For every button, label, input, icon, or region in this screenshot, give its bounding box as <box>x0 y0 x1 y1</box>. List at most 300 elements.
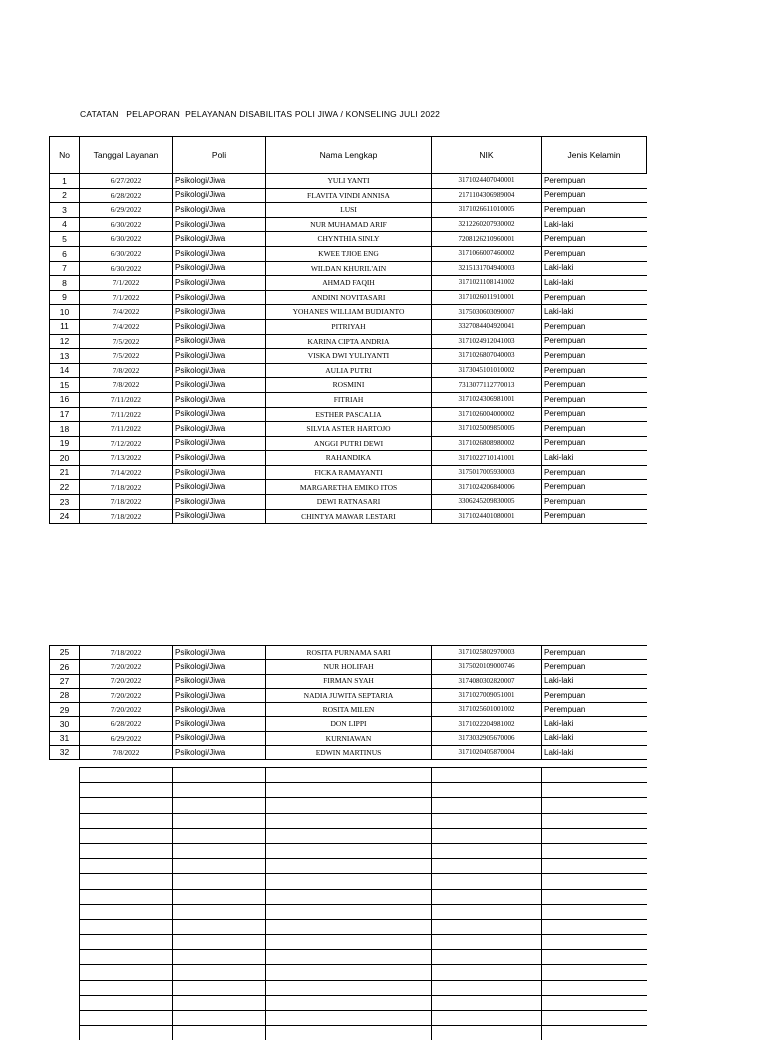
header-poli: Poli <box>173 137 266 174</box>
table-row <box>50 305 647 320</box>
cell-jenis-kelamin: Perempuan <box>542 703 647 717</box>
cell-poli: Psikologi/Jiwa <box>173 660 266 674</box>
cell-tanggal: 7/11/2022 <box>80 407 173 422</box>
table-row <box>50 717 647 731</box>
cell-poli: Psikologi/Jiwa <box>173 465 266 480</box>
cell-nik: 3212260207930002 <box>432 217 542 232</box>
empty-cell <box>542 919 647 934</box>
table-row <box>50 688 647 702</box>
empty-cell <box>266 813 432 828</box>
empty-cell <box>266 980 432 995</box>
cell-no: 7 <box>50 261 80 276</box>
cell-jenis-kelamin: Perempuan <box>542 480 647 495</box>
cell-poli: Psikologi/Jiwa <box>173 290 266 305</box>
cell-tanggal: 7/8/2022 <box>80 378 173 393</box>
table-row <box>50 674 647 688</box>
cell-tanggal: 7/1/2022 <box>80 290 173 305</box>
cell-no: 14 <box>50 363 80 378</box>
empty-cell <box>432 995 542 1010</box>
cell-tanggal: 7/20/2022 <box>80 674 173 688</box>
empty-row <box>80 783 647 798</box>
cell-nama: AHMAD FAQIH <box>266 276 432 291</box>
empty-cell <box>173 980 266 995</box>
table-row <box>50 451 647 466</box>
empty-cell <box>80 813 173 828</box>
empty-cell <box>542 843 647 858</box>
cell-jenis-kelamin: Perempuan <box>542 188 647 203</box>
cell-no: 31 <box>50 731 80 745</box>
empty-cell <box>266 859 432 874</box>
cell-no: 1 <box>50 174 80 189</box>
table-row <box>50 422 647 437</box>
empty-row <box>80 980 647 995</box>
cell-no: 2 <box>50 188 80 203</box>
cell-nik: 3171024306981001 <box>432 392 542 407</box>
table-row <box>50 174 647 189</box>
empty-cell <box>266 1011 432 1026</box>
cell-no: 25 <box>50 646 80 660</box>
empty-rows-grid <box>79 767 647 1040</box>
cell-nama: AULIA PUTRI <box>266 363 432 378</box>
cell-nama: FITRIAH <box>266 392 432 407</box>
cell-no: 32 <box>50 746 80 760</box>
table-row <box>50 480 647 495</box>
cell-poli: Psikologi/Jiwa <box>173 407 266 422</box>
empty-cell <box>80 904 173 919</box>
empty-cell <box>432 798 542 813</box>
empty-cell <box>80 995 173 1010</box>
cell-tanggal: 7/20/2022 <box>80 660 173 674</box>
cell-poli: Psikologi/Jiwa <box>173 246 266 261</box>
empty-cell <box>432 874 542 889</box>
empty-cell <box>542 874 647 889</box>
empty-cell <box>173 798 266 813</box>
empty-cell <box>266 950 432 965</box>
cell-nik: 3171021108141002 <box>432 276 542 291</box>
empty-cell <box>542 1011 647 1026</box>
cell-nama: FICKA RAMAYANTI <box>266 465 432 480</box>
empty-cell <box>542 935 647 950</box>
cell-poli: Psikologi/Jiwa <box>173 746 266 760</box>
cell-nik: 3171026011910001 <box>432 290 542 305</box>
cell-nik: 3175020109000746 <box>432 660 542 674</box>
empty-cell <box>80 919 173 934</box>
empty-row <box>80 965 647 980</box>
empty-cell <box>266 919 432 934</box>
empty-cell <box>80 950 173 965</box>
cell-nama: ROSITA MILEN <box>266 703 432 717</box>
empty-cell <box>432 965 542 980</box>
cell-no: 23 <box>50 495 80 510</box>
empty-row <box>80 1011 647 1026</box>
cell-tanggal: 7/5/2022 <box>80 349 173 364</box>
empty-cell <box>266 783 432 798</box>
empty-cell <box>173 874 266 889</box>
empty-row <box>80 828 647 843</box>
cell-jenis-kelamin: Perempuan <box>542 290 647 305</box>
cell-tanggal: 7/12/2022 <box>80 436 173 451</box>
empty-cell <box>80 768 173 783</box>
cell-tanggal: 6/29/2022 <box>80 731 173 745</box>
cell-no: 4 <box>50 217 80 232</box>
cell-no: 27 <box>50 674 80 688</box>
table-body-page-1 <box>50 174 647 524</box>
cell-jenis-kelamin: Laki-laki <box>542 674 647 688</box>
header-tanggal-layanan: Tanggal Layanan <box>80 137 173 174</box>
empty-cell <box>432 889 542 904</box>
cell-poli: Psikologi/Jiwa <box>173 509 266 524</box>
cell-poli: Psikologi/Jiwa <box>173 363 266 378</box>
empty-cell <box>80 798 173 813</box>
cell-tanggal: 7/11/2022 <box>80 422 173 437</box>
cell-nama: ESTHER PASCALIA <box>266 407 432 422</box>
cell-tanggal: 7/8/2022 <box>80 746 173 760</box>
table-row <box>50 363 647 378</box>
cell-no: 6 <box>50 246 80 261</box>
cell-jenis-kelamin: Laki-laki <box>542 261 647 276</box>
empty-cell <box>432 843 542 858</box>
empty-cell <box>542 813 647 828</box>
cell-tanggal: 7/1/2022 <box>80 276 173 291</box>
cell-poli: Psikologi/Jiwa <box>173 305 266 320</box>
cell-nik: 3171024206840006 <box>432 480 542 495</box>
cell-no: 8 <box>50 276 80 291</box>
cell-jenis-kelamin: Perempuan <box>542 319 647 334</box>
cell-nama: ANDINI NOVITASARI <box>266 290 432 305</box>
cell-jenis-kelamin: Perempuan <box>542 660 647 674</box>
cell-nik: 3171022710141001 <box>432 451 542 466</box>
empty-cell <box>542 798 647 813</box>
cell-jenis-kelamin: Perempuan <box>542 422 647 437</box>
empty-cell <box>173 919 266 934</box>
cell-jenis-kelamin: Perempuan <box>542 174 647 189</box>
cell-poli: Psikologi/Jiwa <box>173 261 266 276</box>
empty-cell <box>542 783 647 798</box>
cell-poli: Psikologi/Jiwa <box>173 174 266 189</box>
empty-cell <box>542 1026 647 1040</box>
empty-cell <box>266 995 432 1010</box>
cell-no: 21 <box>50 465 80 480</box>
cell-tanggal: 7/4/2022 <box>80 305 173 320</box>
cell-nama: KARINA CIPTA ANDRIA <box>266 334 432 349</box>
cell-nik: 3171066007460002 <box>432 246 542 261</box>
cell-tanggal: 7/20/2022 <box>80 703 173 717</box>
cell-no: 29 <box>50 703 80 717</box>
cell-tanggal: 6/28/2022 <box>80 717 173 731</box>
cell-no: 19 <box>50 436 80 451</box>
table-row <box>50 232 647 247</box>
empty-cell <box>432 828 542 843</box>
empty-cell <box>432 768 542 783</box>
cell-tanggal: 6/30/2022 <box>80 232 173 247</box>
cell-nama: ANGGI PUTRI DEWI <box>266 436 432 451</box>
cell-tanggal: 7/8/2022 <box>80 363 173 378</box>
empty-cell <box>542 859 647 874</box>
cell-nama: KWEE TJIOE ENG <box>266 246 432 261</box>
cell-nik: 3171027009051001 <box>432 688 542 702</box>
table-row <box>50 392 647 407</box>
empty-cell <box>173 950 266 965</box>
cell-jenis-kelamin: Laki-laki <box>542 217 647 232</box>
empty-cell <box>80 980 173 995</box>
cell-nama: FIRMAN SYAH <box>266 674 432 688</box>
empty-cell <box>266 798 432 813</box>
header-nik: NIK <box>432 137 542 174</box>
empty-cell <box>173 783 266 798</box>
empty-row <box>80 935 647 950</box>
cell-no: 28 <box>50 688 80 702</box>
table-row <box>50 276 647 291</box>
empty-cell <box>266 1026 432 1040</box>
cell-jenis-kelamin: Perempuan <box>542 232 647 247</box>
cell-no: 10 <box>50 305 80 320</box>
cell-jenis-kelamin: Perempuan <box>542 334 647 349</box>
empty-cell <box>266 904 432 919</box>
cell-jenis-kelamin: Laki-laki <box>542 746 647 760</box>
empty-cell <box>173 813 266 828</box>
table-row <box>50 703 647 717</box>
empty-row <box>80 919 647 934</box>
cell-nik: 3171026611010005 <box>432 203 542 218</box>
cell-no: 18 <box>50 422 80 437</box>
empty-row <box>80 950 647 965</box>
cell-jenis-kelamin: Perempuan <box>542 378 647 393</box>
empty-cell <box>266 843 432 858</box>
cell-no: 15 <box>50 378 80 393</box>
empty-cell <box>173 859 266 874</box>
cell-nik: 3327084404920041 <box>432 319 542 334</box>
empty-cell <box>432 919 542 934</box>
cell-nik: 3171026808980002 <box>432 436 542 451</box>
cell-nama: YOHANES WILLIAM BUDIANTO <box>266 305 432 320</box>
table-header-row <box>50 137 647 174</box>
cell-no: 9 <box>50 290 80 305</box>
cell-no: 16 <box>50 392 80 407</box>
cell-poli: Psikologi/Jiwa <box>173 731 266 745</box>
empty-cell <box>80 1011 173 1026</box>
empty-cell <box>173 935 266 950</box>
cell-nama: DEWI RATNASARI <box>266 495 432 510</box>
empty-cell <box>80 874 173 889</box>
cell-poli: Psikologi/Jiwa <box>173 232 266 247</box>
cell-tanggal: 7/4/2022 <box>80 319 173 334</box>
empty-cell <box>432 904 542 919</box>
cell-jenis-kelamin: Perempuan <box>542 246 647 261</box>
empty-cell <box>432 980 542 995</box>
cell-poli: Psikologi/Jiwa <box>173 646 266 660</box>
table-row <box>50 349 647 364</box>
empty-cell <box>80 935 173 950</box>
cell-jenis-kelamin: Laki-laki <box>542 451 647 466</box>
empty-row <box>80 904 647 919</box>
cell-jenis-kelamin: Perempuan <box>542 392 647 407</box>
cell-tanggal: 7/18/2022 <box>80 495 173 510</box>
empty-cell <box>542 995 647 1010</box>
table-row <box>50 746 647 760</box>
cell-tanggal: 7/14/2022 <box>80 465 173 480</box>
empty-row <box>80 843 647 858</box>
cell-nik: 3171025009850005 <box>432 422 542 437</box>
cell-nama: KURNIAWAN <box>266 731 432 745</box>
table-row <box>50 261 647 276</box>
table-row <box>50 217 647 232</box>
cell-nama: LUSI <box>266 203 432 218</box>
cell-tanggal: 6/30/2022 <box>80 261 173 276</box>
empty-cell <box>173 904 266 919</box>
header-jenis-kelamin: Jenis Kelamin <box>542 137 647 174</box>
cell-no: 5 <box>50 232 80 247</box>
cell-nik: 3215131704940003 <box>432 261 542 276</box>
table-row <box>50 378 647 393</box>
empty-cell <box>542 980 647 995</box>
cell-nik: 3306245209830005 <box>432 495 542 510</box>
report-table-page-1 <box>49 136 647 524</box>
empty-cell <box>432 813 542 828</box>
cell-poli: Psikologi/Jiwa <box>173 276 266 291</box>
empty-cell <box>173 1026 266 1040</box>
empty-cell <box>80 843 173 858</box>
document-title: CATATAN PELAPORAN PELAYANAN DISABILITAS POLI JIWA / KONSELING JULI 2022 <box>80 109 440 119</box>
cell-poli: Psikologi/Jiwa <box>173 188 266 203</box>
empty-cell <box>173 768 266 783</box>
cell-jenis-kelamin: Perempuan <box>542 363 647 378</box>
cell-nama: NUR HOLIFAH <box>266 660 432 674</box>
cell-poli: Psikologi/Jiwa <box>173 378 266 393</box>
cell-tanggal: 7/11/2022 <box>80 392 173 407</box>
cell-jenis-kelamin: Perempuan <box>542 688 647 702</box>
cell-nama: CHINTYA MAWAR LESTARI <box>266 509 432 524</box>
cell-nik: 3171026004000002 <box>432 407 542 422</box>
table-row <box>50 334 647 349</box>
table-body-page-2 <box>50 646 647 760</box>
table-row <box>50 731 647 745</box>
cell-jenis-kelamin: Perempuan <box>542 465 647 480</box>
cell-nama: NUR MUHAMAD ARIF <box>266 217 432 232</box>
cell-nama: CHYNTHIA SINLY <box>266 232 432 247</box>
cell-nik: 3173032905670006 <box>432 731 542 745</box>
cell-nama: WILDAN KHURIL'AIN <box>266 261 432 276</box>
empty-cell <box>80 859 173 874</box>
cell-jenis-kelamin: Perempuan <box>542 509 647 524</box>
cell-jenis-kelamin: Laki-laki <box>542 305 647 320</box>
cell-nama: VISKA DWI YULIYANTI <box>266 349 432 364</box>
header-no: No <box>50 137 80 174</box>
cell-no: 3 <box>50 203 80 218</box>
cell-poli: Psikologi/Jiwa <box>173 436 266 451</box>
empty-cell <box>266 889 432 904</box>
empty-cell <box>173 1011 266 1026</box>
cell-poli: Psikologi/Jiwa <box>173 451 266 466</box>
cell-nama: YULI YANTI <box>266 174 432 189</box>
cell-nik: 3175030603090007 <box>432 305 542 320</box>
empty-row <box>80 874 647 889</box>
empty-cell <box>80 965 173 980</box>
empty-row <box>80 813 647 828</box>
empty-row <box>80 859 647 874</box>
cell-nama: MARGARETHA EMIKO ITOS <box>266 480 432 495</box>
cell-jenis-kelamin: Perempuan <box>542 646 647 660</box>
cell-tanggal: 6/30/2022 <box>80 246 173 261</box>
cell-poli: Psikologi/Jiwa <box>173 203 266 218</box>
empty-cell <box>173 995 266 1010</box>
empty-cell <box>266 965 432 980</box>
cell-nik: 3171020405870004 <box>432 746 542 760</box>
table-row <box>50 509 647 524</box>
empty-cell <box>173 843 266 858</box>
empty-cell <box>432 783 542 798</box>
empty-cell <box>80 783 173 798</box>
cell-nama: DON LIPPI <box>266 717 432 731</box>
empty-cell <box>173 828 266 843</box>
empty-cell <box>542 950 647 965</box>
cell-jenis-kelamin: Perempuan <box>542 407 647 422</box>
table-row <box>50 246 647 261</box>
cell-nik: 3173045101010002 <box>432 363 542 378</box>
empty-cell <box>542 768 647 783</box>
cell-tanggal: 7/20/2022 <box>80 688 173 702</box>
cell-tanggal: 6/27/2022 <box>80 174 173 189</box>
empty-cell <box>80 889 173 904</box>
empty-cell <box>542 904 647 919</box>
cell-nik: 7313077112770013 <box>432 378 542 393</box>
cell-poli: Psikologi/Jiwa <box>173 688 266 702</box>
empty-cell <box>266 935 432 950</box>
cell-no: 30 <box>50 717 80 731</box>
cell-jenis-kelamin: Laki-laki <box>542 717 647 731</box>
cell-poli: Psikologi/Jiwa <box>173 349 266 364</box>
cell-poli: Psikologi/Jiwa <box>173 422 266 437</box>
cell-tanggal: 7/5/2022 <box>80 334 173 349</box>
cell-nama: ROSITA PURNAMA SARI <box>266 646 432 660</box>
empty-cell <box>542 889 647 904</box>
empty-row <box>80 995 647 1010</box>
cell-no: 24 <box>50 509 80 524</box>
cell-poli: Psikologi/Jiwa <box>173 319 266 334</box>
cell-no: 13 <box>50 349 80 364</box>
empty-cell <box>432 1026 542 1040</box>
cell-poli: Psikologi/Jiwa <box>173 495 266 510</box>
cell-nama: ROSMINI <box>266 378 432 393</box>
cell-nama: EDWIN MARTINUS <box>266 746 432 760</box>
cell-tanggal: 7/13/2022 <box>80 451 173 466</box>
empty-cell <box>173 889 266 904</box>
cell-no: 11 <box>50 319 80 334</box>
table-row <box>50 660 647 674</box>
cell-nik: 3175017005930003 <box>432 465 542 480</box>
empty-cell <box>266 828 432 843</box>
table-row <box>50 203 647 218</box>
table-row <box>50 290 647 305</box>
empty-row <box>80 1026 647 1040</box>
table-row <box>50 407 647 422</box>
cell-poli: Psikologi/Jiwa <box>173 392 266 407</box>
empty-cell <box>542 828 647 843</box>
cell-no: 26 <box>50 660 80 674</box>
empty-cell <box>432 859 542 874</box>
cell-no: 20 <box>50 451 80 466</box>
cell-no: 12 <box>50 334 80 349</box>
cell-jenis-kelamin: Laki-laki <box>542 276 647 291</box>
cell-poli: Psikologi/Jiwa <box>173 703 266 717</box>
cell-tanggal: 7/18/2022 <box>80 509 173 524</box>
cell-jenis-kelamin: Perempuan <box>542 349 647 364</box>
cell-nama: NADIA JUWITA SEPTARIA <box>266 688 432 702</box>
cell-nama: FLAVITA VINDI ANNISA <box>266 188 432 203</box>
cell-tanggal: 6/28/2022 <box>80 188 173 203</box>
empty-cell <box>80 1026 173 1040</box>
cell-nik: 3171025601001002 <box>432 703 542 717</box>
cell-nik: 3171022204981002 <box>432 717 542 731</box>
